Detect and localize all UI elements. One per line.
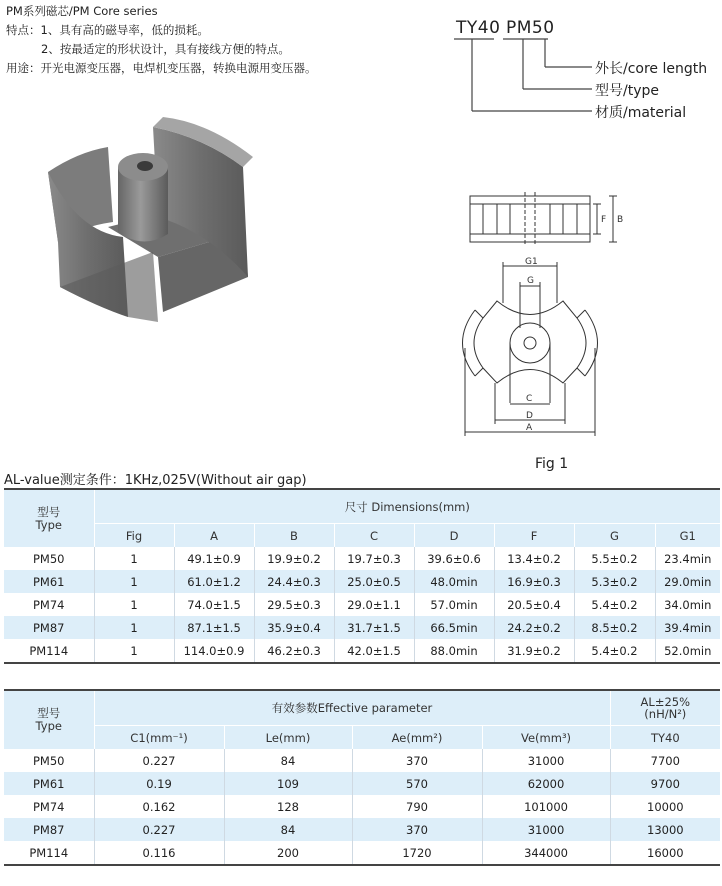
column-header: D xyxy=(414,524,494,548)
column-header: TY40 xyxy=(610,726,720,750)
dimensions-table xyxy=(4,488,720,664)
table-row xyxy=(4,547,720,570)
type-header: 型号 Type xyxy=(4,489,94,547)
type-cell: PM114 xyxy=(4,639,94,663)
value-cell: 5.3±0.2 xyxy=(574,570,655,593)
type-cell: PM61 xyxy=(4,570,94,593)
value-cell: 87.1±1.5 xyxy=(174,616,254,639)
value-cell: 23.4min xyxy=(664,551,712,566)
al-condition: AL-value测定条件：1KHz,025V(Without air gap) xyxy=(4,473,307,488)
value-cell: 0.162 xyxy=(94,795,224,818)
value-cell: 16000 xyxy=(647,845,684,860)
value-cell: 29.5±0.3 xyxy=(254,593,334,616)
table-row xyxy=(4,749,720,772)
model-code: PM50 xyxy=(506,18,555,38)
dim-label-g: G xyxy=(527,276,534,286)
value-cell: 8.5±0.2 xyxy=(574,616,655,639)
value-cell: 1 xyxy=(94,570,174,593)
table-row xyxy=(4,795,720,818)
figure-caption: Fig 1 xyxy=(535,456,569,472)
table-row xyxy=(4,772,720,795)
value-cell: 114.0±0.9 xyxy=(174,639,254,663)
column-header: F xyxy=(494,524,574,548)
value-cell: 0.19 xyxy=(94,772,224,795)
usage-line: 用途：开光电源变压器，电焊机变压器，转换电源用变压器。 xyxy=(6,61,317,75)
value-cell: 52.0min xyxy=(664,643,712,658)
value-cell: 370 xyxy=(352,749,482,772)
table-row xyxy=(4,639,720,663)
column-header: Ae(mm²) xyxy=(352,726,482,750)
value-cell: 128 xyxy=(224,795,352,818)
value-cell: 5.4±0.2 xyxy=(574,639,655,663)
column-header: A xyxy=(174,524,254,548)
value-cell: 790 xyxy=(352,795,482,818)
value-cell: 13.4±0.2 xyxy=(494,547,574,570)
column-header: Le(mm) xyxy=(224,726,352,750)
value-cell: 66.5min xyxy=(414,616,494,639)
type-cell: PM50 xyxy=(4,749,94,772)
column-header: C1(mm⁻¹) xyxy=(94,726,224,750)
value-cell: 34.0min xyxy=(664,597,712,612)
value-cell: 62000 xyxy=(482,772,610,795)
value-cell: 31.9±0.2 xyxy=(494,639,574,663)
feature-line-1: 特点：1、具有高的磁导率，低的损耗。 xyxy=(6,23,209,37)
value-cell: 1 xyxy=(94,547,174,570)
value-cell: 1 xyxy=(94,639,174,663)
type-cell: PM61 xyxy=(4,772,94,795)
table-row xyxy=(4,570,720,593)
value-cell: 0.227 xyxy=(94,749,224,772)
table-row xyxy=(4,818,720,841)
value-cell: 46.2±0.3 xyxy=(254,639,334,663)
type-cell: PM87 xyxy=(4,818,94,841)
type-cell: PM50 xyxy=(4,547,94,570)
table-row xyxy=(4,616,720,639)
table-row xyxy=(4,841,720,865)
dimension-drawing xyxy=(455,178,635,440)
core-length-label: 外长/core length xyxy=(595,61,708,77)
column-header: C xyxy=(334,524,414,548)
intro-block xyxy=(6,2,317,78)
value-cell: 24.4±0.3 xyxy=(254,570,334,593)
value-cell: 88.0min xyxy=(414,639,494,663)
effective-group-header: 有效参数Effective parameter xyxy=(94,690,610,726)
value-cell: 84 xyxy=(224,818,352,841)
column-header: Ve(mm³) xyxy=(482,726,610,750)
type-label: 型号/type xyxy=(595,83,659,99)
value-cell: 5.4±0.2 xyxy=(574,593,655,616)
value-cell: 31000 xyxy=(482,749,610,772)
value-cell: 31000 xyxy=(482,818,610,841)
value-cell: 19.9±0.2 xyxy=(254,547,334,570)
dim-label-a: A xyxy=(526,423,533,433)
value-cell: 109 xyxy=(224,772,352,795)
dim-label-f: F xyxy=(601,215,607,225)
value-cell: 39.6±0.6 xyxy=(414,547,494,570)
type-cell: PM74 xyxy=(4,593,94,616)
value-cell: 29.0±1.1 xyxy=(334,593,414,616)
material-label: 材质/material xyxy=(595,105,687,121)
value-cell: 24.2±0.2 xyxy=(494,616,574,639)
type-cell: PM114 xyxy=(4,841,94,865)
type-cell: PM87 xyxy=(4,616,94,639)
value-cell: 9700 xyxy=(610,772,720,795)
value-cell: 42.0±1.5 xyxy=(334,639,414,663)
value-cell: 344000 xyxy=(482,841,610,865)
value-cell: 570 xyxy=(352,772,482,795)
value-cell: 19.7±0.3 xyxy=(334,547,414,570)
value-cell: 200 xyxy=(224,841,352,865)
value-cell: 10000 xyxy=(647,799,684,814)
effective-parameter-table xyxy=(4,689,720,866)
value-cell: 370 xyxy=(352,818,482,841)
value-cell: 16.9±0.3 xyxy=(494,570,574,593)
value-cell: 1 xyxy=(94,593,174,616)
value-cell: 0.227 xyxy=(94,818,224,841)
dim-label-b: B xyxy=(617,215,624,225)
column-header: G xyxy=(574,524,655,548)
dimensions-group-header: 尺寸 Dimensions(mm) xyxy=(94,489,720,524)
value-cell: 49.1±0.9 xyxy=(174,547,254,570)
column-header: B xyxy=(254,524,334,548)
feature-line-2: 2、按最适定的形状设计，具有接线方便的特点。 xyxy=(41,42,290,56)
value-cell: 84 xyxy=(224,749,352,772)
value-cell: 1 xyxy=(94,616,174,639)
dim-label-d: D xyxy=(526,411,533,421)
value-cell: 39.4min xyxy=(655,616,720,639)
value-cell: 57.0min xyxy=(414,593,494,616)
value-cell: 74.0±1.5 xyxy=(174,593,254,616)
material-code: TY40 xyxy=(456,18,501,38)
value-cell: 1720 xyxy=(352,841,482,865)
value-cell: 0.116 xyxy=(94,841,224,865)
table-row xyxy=(4,593,720,616)
value-cell: 20.5±0.4 xyxy=(494,593,574,616)
al-header: AL±25% (nH/N²) xyxy=(610,690,720,726)
pm-core-photo xyxy=(38,112,288,327)
type-cell: PM74 xyxy=(4,795,94,818)
value-cell: 101000 xyxy=(482,795,610,818)
value-cell: 48.0min xyxy=(414,570,494,593)
value-cell: 31.7±1.5 xyxy=(334,616,414,639)
column-header: G1 xyxy=(655,524,720,548)
type-header: 型号 Type xyxy=(4,690,94,749)
series-title: PM系列磁芯/PM Core series xyxy=(6,4,158,18)
value-cell: 7700 xyxy=(650,753,680,768)
value-cell: 29.0min xyxy=(655,570,720,593)
value-cell: 5.5±0.2 xyxy=(574,547,655,570)
dim-label-c: C xyxy=(526,394,533,404)
part-number-legend xyxy=(452,10,720,128)
value-cell: 25.0±0.5 xyxy=(334,570,414,593)
dim-label-g1: G1 xyxy=(525,257,538,267)
column-header: Fig xyxy=(94,524,174,548)
value-cell: 61.0±1.2 xyxy=(174,570,254,593)
value-cell: 13000 xyxy=(610,818,720,841)
value-cell: 35.9±0.4 xyxy=(254,616,334,639)
